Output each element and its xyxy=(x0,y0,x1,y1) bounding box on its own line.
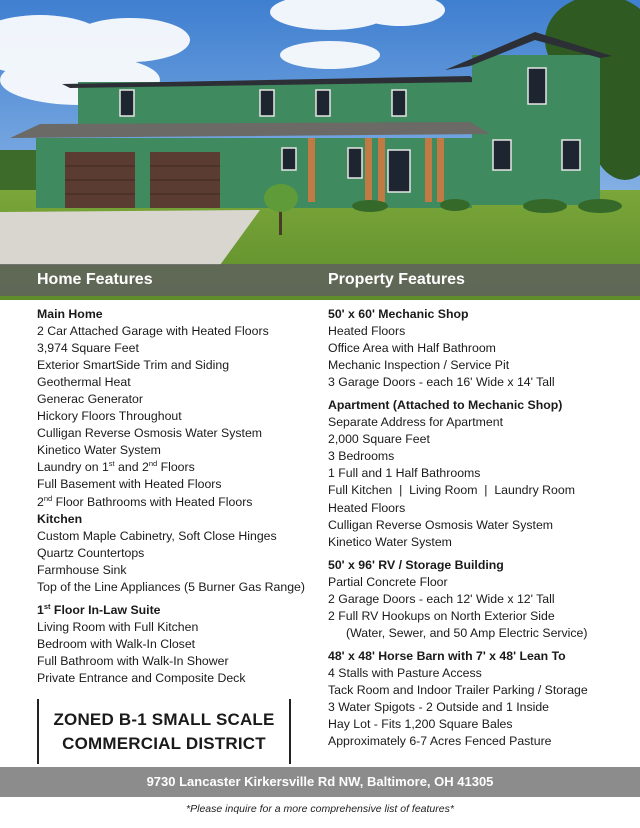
kitchen-title: Kitchen xyxy=(37,511,83,526)
property-features-list xyxy=(328,306,628,750)
list-item: Farmhouse Sink xyxy=(37,562,127,577)
list-item: Bedroom with Walk-In Closet xyxy=(37,636,196,651)
list-item: Kinetico Water System xyxy=(37,443,161,458)
list-item: Top of the Line Appliances (5 Burner Gas Range) xyxy=(37,579,305,594)
list-item: Private Entrance and Composite Deck xyxy=(37,670,246,685)
list-item-laundry: Laundry on 1st and 2nd Floors xyxy=(37,459,195,475)
home-features-list xyxy=(37,306,322,687)
list-item: Generac Generator xyxy=(37,392,143,407)
list-item: 3 Garage Doors - each 16' Wide x 14' Tall xyxy=(328,375,555,390)
list-item: Geothermal Heat xyxy=(37,375,131,390)
list-item: Tack Room and Indoor Trailer Parking / Storage xyxy=(328,682,588,697)
list-item: 1 Full and 1 Half Bathrooms xyxy=(328,466,481,481)
list-item: Full Kitchen | Living Room | Laundry Room xyxy=(328,483,575,498)
house-photo xyxy=(0,0,640,300)
list-item: 2 Car Attached Garage with Heated Floors xyxy=(37,324,269,339)
list-item: Quartz Countertops xyxy=(37,545,145,560)
list-item: Office Area with Half Bathroom xyxy=(328,341,496,356)
list-item-bathrooms: 2nd Floor Bathrooms with Heated Floors xyxy=(37,493,253,509)
horse-barn-title: 48' x 48' Horse Barn with 7' x 48' Lean To xyxy=(328,648,566,663)
apartment-title: Apartment (Attached to Mechanic Shop) xyxy=(328,398,563,413)
list-item: Mechanic Inspection / Service Pit xyxy=(328,358,510,373)
list-item: Separate Address for Apartment xyxy=(328,415,503,430)
home-features-heading: Home Features xyxy=(37,271,153,288)
list-item: 2 Garage Doors - each 12' Wide x 12' Tall xyxy=(328,591,555,606)
list-item: Hay Lot - Fits 1,200 Square Bales xyxy=(328,717,513,732)
footnote: *Please inquire for a more comprehensive list of features* xyxy=(186,803,454,815)
list-item: 3 Bedrooms xyxy=(328,449,395,464)
property-features-heading: Property Features xyxy=(328,271,465,288)
list-item: 3,974 Square Feet xyxy=(37,341,139,356)
list-item: Partial Concrete Floor xyxy=(328,574,448,589)
list-item: Full Basement with Heated Floors xyxy=(37,477,222,492)
list-item: Culligan Reverse Osmosis Water System xyxy=(328,517,554,532)
list-item: Full Bathroom with Walk-In Shower xyxy=(37,653,229,668)
list-item: 2 Full RV Hookups on North Exterior Side xyxy=(328,608,555,623)
zoning-line-2: COMMERCIAL DISTRICT xyxy=(62,734,266,753)
zoning-callout xyxy=(37,699,291,764)
list-item: Kinetico Water System xyxy=(328,534,452,549)
list-item: Living Room with Full Kitchen xyxy=(37,619,199,634)
list-item: Custom Maple Cabinetry, Soft Close Hinges xyxy=(37,528,277,543)
mechanic-shop-title: 50' x 60' Mechanic Shop xyxy=(328,307,469,321)
list-item: 4 Stalls with Pasture Access xyxy=(328,665,482,680)
list-item: 2,000 Square Feet xyxy=(328,432,430,447)
list-item: 3 Water Spigots - 2 Outside and 1 Inside xyxy=(328,700,550,715)
list-item-note: (Water, Sewer, and 50 Amp Electric Service) xyxy=(346,625,588,640)
rv-storage-title: 50' x 96' RV / Storage Building xyxy=(328,557,504,572)
list-item: Culligan Reverse Osmosis Water System xyxy=(37,426,263,441)
section-header-banner xyxy=(0,264,640,296)
list-item: Heated Floors xyxy=(328,500,406,515)
inlaw-suite-title: 1st Floor In-Law Suite xyxy=(37,601,161,617)
list-item: Approximately 6-7 Acres Fenced Pasture xyxy=(328,734,552,749)
address-bar: 9730 Lancaster Kirkersville Rd NW, Baltimore, OH 41305 xyxy=(0,767,640,797)
list-item: Heated Floors xyxy=(328,324,406,339)
zoning-line-1: ZONED B-1 SMALL SCALE xyxy=(53,710,275,729)
list-item: Hickory Floors Throughout xyxy=(37,409,182,424)
main-home-title: Main Home xyxy=(37,307,103,321)
list-item: Exterior SmartSide Trim and Siding xyxy=(37,358,230,373)
